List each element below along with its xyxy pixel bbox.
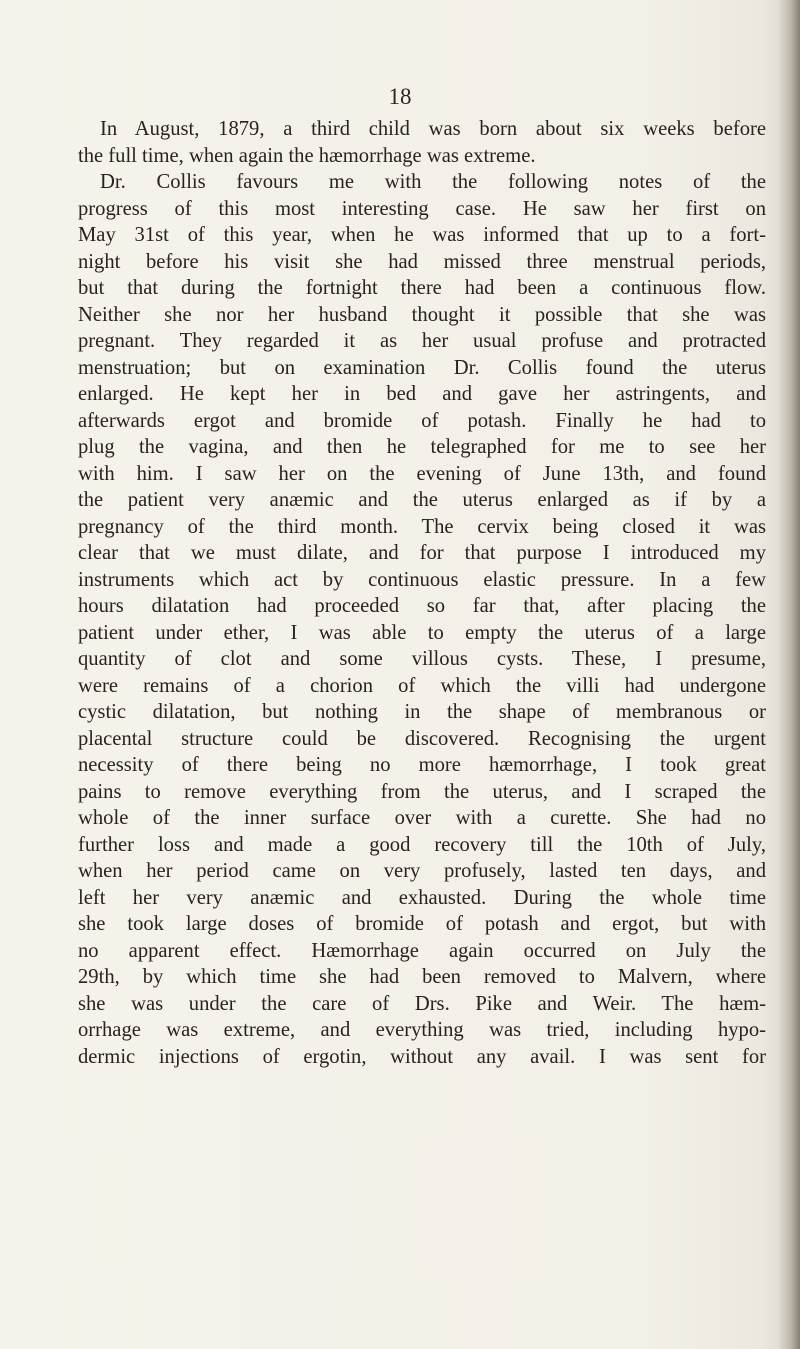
text-line: pregnancy of the third month. The cervix being closed it was: [78, 515, 766, 538]
text-line: pregnant. They regarded it as her usual profuse and protracted: [78, 330, 766, 352]
text-line: Dr. Collis favours me with the following notes of the: [100, 171, 766, 193]
text-line: night before his visit she had missed three menstrual periods,: [78, 250, 766, 273]
text-line: Neither she nor her husband thought it possible that she was: [78, 303, 766, 326]
text-line: patient under ether, I was able to empty the uterus of a large: [78, 621, 766, 644]
text-line: when her period came on very profusely, lasted ten days, and: [78, 860, 766, 882]
body-text: [78, 116, 766, 1070]
text-line: the full time, when again the hæmorrhage was extreme.: [78, 144, 536, 167]
text-line: instruments which act by continuous elastic pressure. In a few: [78, 568, 766, 591]
text-line: quantity of clot and some villous cysts. These, I presume,: [78, 648, 766, 670]
text-line: enlarged. He kept her in bed and gave her astringents, and: [78, 383, 766, 405]
text-line: orrhage was extreme, and everything was tried, including hypo-: [78, 1019, 766, 1041]
text-line: clear that we must dilate, and for that purpose I introduced my: [78, 542, 766, 564]
text-line: progress of this most interesting case. He saw her first on: [78, 197, 766, 220]
text-line: with him. I saw her on the evening of June 13th, and found: [78, 462, 766, 485]
text-line: no apparent effect. Hæmorrhage again occurred on July the: [78, 939, 766, 962]
text-line: dermic injections of ergotin, without any avail. I was sent for: [78, 1045, 766, 1068]
text-line: necessity of there being no more hæmorrhage, I took great: [78, 754, 766, 776]
text-line: In August, 1879, a third child was born about six weeks before: [100, 118, 766, 140]
page-edge-shadow: [778, 0, 800, 1349]
text-line: she took large doses of bromide of potash and ergot, but with: [78, 913, 766, 935]
text-line: left her very anæmic and exhausted. During the whole time: [78, 886, 766, 909]
text-line: whole of the inner surface over with a curette. She had no: [78, 807, 766, 829]
text-line: further loss and made a good recovery till the 10th of July,: [78, 833, 766, 856]
text-line: the patient very anæmic and the uterus enlarged as if by a: [78, 489, 766, 511]
text-line: menstruation; but on examination Dr. Collis found the uterus: [78, 356, 766, 379]
text-line: she was under the care of Drs. Pike and Weir. The hæm-: [78, 992, 766, 1015]
text-line: hours dilatation had proceeded so far that, after placing the: [78, 595, 766, 617]
text-line: 29th, by which time she had been removed to Malvern, where: [78, 966, 766, 988]
text-line: were remains of a chorion of which the villi had undergone: [78, 674, 766, 697]
text-line: May 31st of this year, when he was informed that up to a fort-: [78, 224, 766, 246]
text-line: but that during the fortnight there had been a continuous flow.: [78, 277, 766, 299]
text-line: cystic dilatation, but nothing in the shape of membranous or: [78, 701, 766, 723]
text-line: pains to remove everything from the uterus, and I scraped the: [78, 780, 766, 803]
text-line: plug the vagina, and then he telegraphed for me to see her: [78, 436, 766, 458]
text-line: placental structure could be discovered. Recognising the urgent: [78, 727, 766, 750]
page-number: 18: [388, 84, 412, 109]
text-line: afterwards ergot and bromide of potash. Finally he had to: [78, 409, 766, 432]
